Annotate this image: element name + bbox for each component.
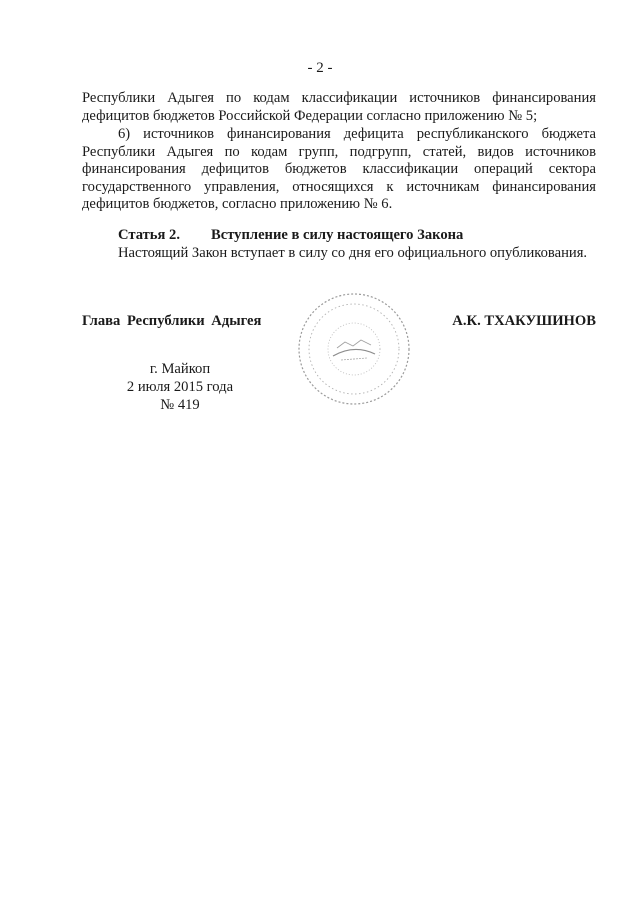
law-number: № 419 <box>160 397 200 413</box>
signatory-position: Глава Республики Адыгея <box>82 313 262 329</box>
signatory-name: А.К. ТХАКУШИНОВ <box>452 313 596 329</box>
article-label: Статья 2. <box>118 227 180 243</box>
place-date-block <box>100 360 260 414</box>
paragraph-item-6: 6) источников финансирования дефицита республиканского бюджета Республики Адыгея по кодам групп, подгрупп, статей, видов источников финансирования дефицитов бюджетов классификации операций сектора государственного управления, относящихся к источникам финансирования дефицитов бюджетов, согласно приложению № 6. <box>82 126 596 213</box>
article-title: Вступление в силу настоящего Закона <box>211 227 464 243</box>
paragraph-continuation: Республики Адыгея по кодам классификации источников финансирования дефицитов бюджетов Российской Федерации согласно приложению № 5; <box>82 90 596 124</box>
official-seal-stamp <box>295 290 413 408</box>
paragraph-effective: Настоящий Закон вступает в силу со дня его официального опубликования. <box>118 245 588 261</box>
date: 2 июля 2015 года <box>126 379 234 395</box>
article-heading <box>118 227 463 244</box>
city: г. Майкоп <box>149 361 211 377</box>
page-number: - 2 - <box>307 60 333 76</box>
